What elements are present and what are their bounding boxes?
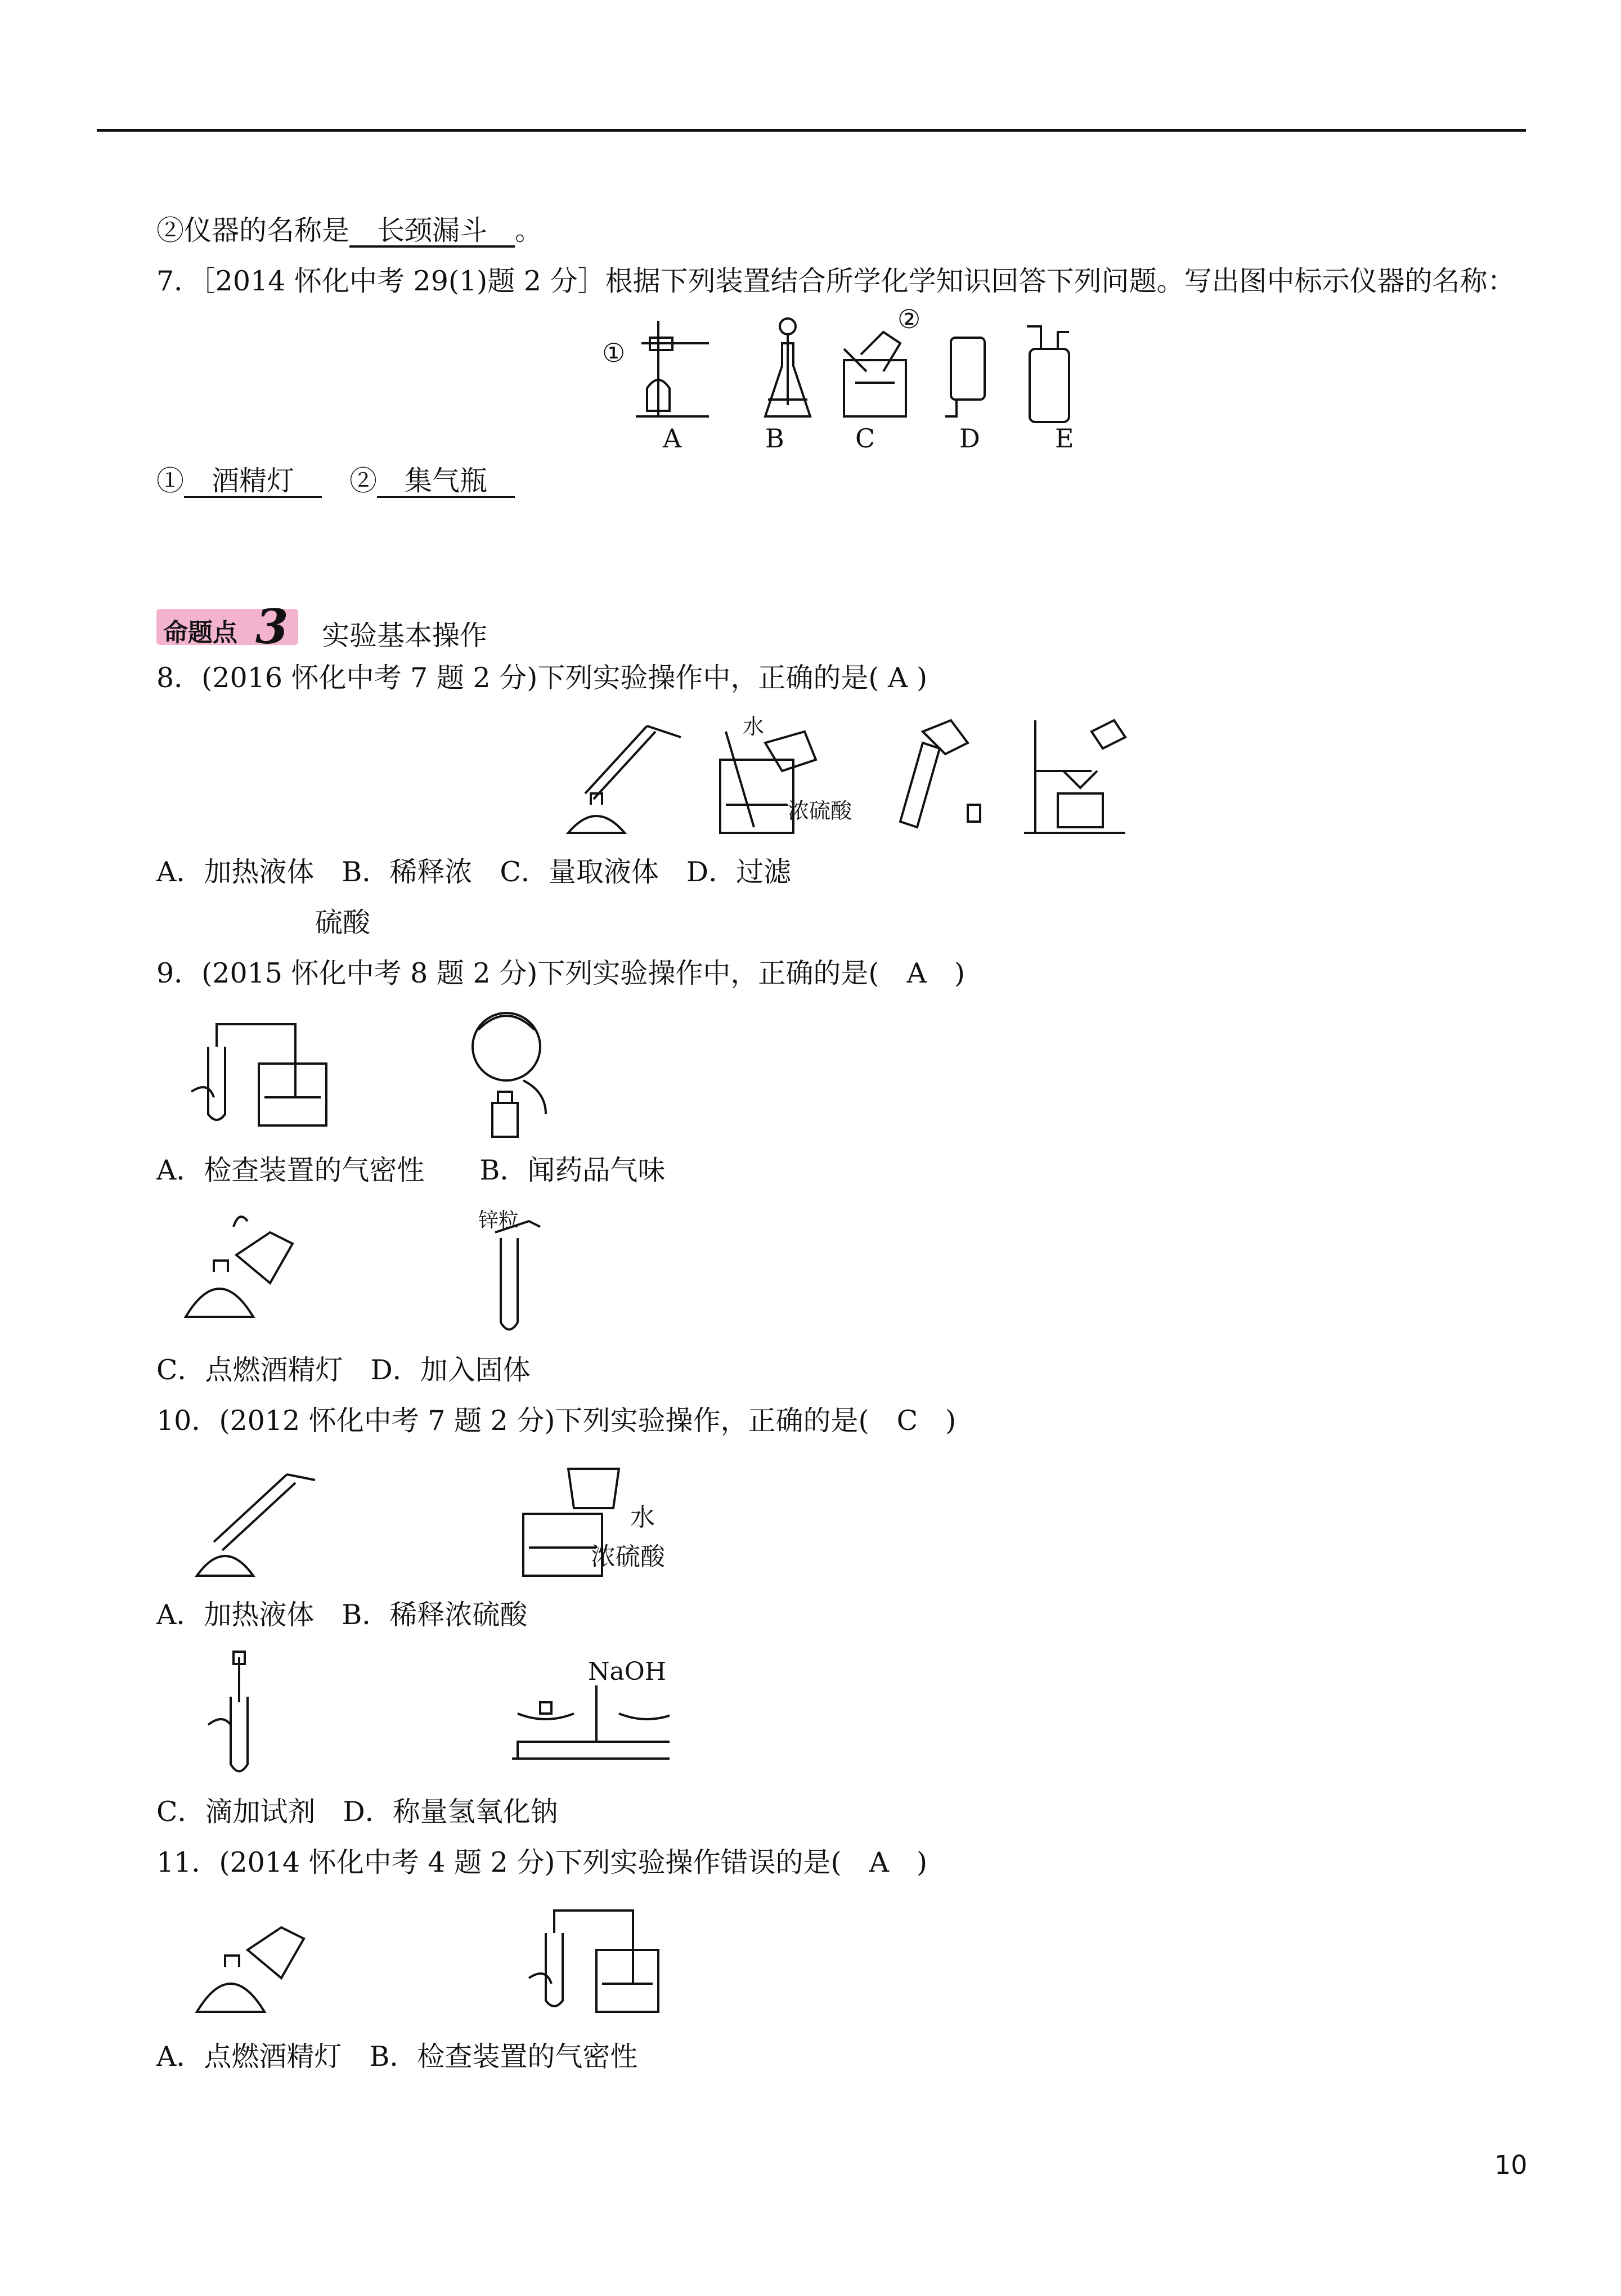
section-badge-number: 3 [255, 599, 289, 654]
question-10: 10．(2012 怀化中考 7 题 2 分)下列实验操作，正确的是( C ) [156, 1405, 957, 1437]
q10-label-acid: 浓硫酸 [591, 1542, 665, 1571]
q7-label-e: E [1055, 423, 1074, 454]
q10-options-ab: A．加热液体 B．稀释浓硫酸 [156, 1599, 528, 1631]
q9-label-zinc: 锌粒 [478, 1209, 519, 1232]
q7-label-a: A [663, 423, 682, 454]
q6-answer: 长颈漏斗 [349, 214, 515, 246]
q8-label-acid: 浓硫酸 [788, 799, 852, 823]
question-11: 11．(2014 怀化中考 4 题 2 分)下列实验操作错误的是( A ) [156, 1846, 928, 1878]
q10-figure-ab [186, 1452, 692, 1587]
question-7: 7．［2014 怀化中考 29(1)题 2 分］根据下列装置结合所学化学知识回答下列问题。写出图中标示仪器的名称： [156, 265, 1515, 297]
question-9: 9．(2015 怀化中考 8 题 2 分)下列实验操作中，正确的是( A ) [156, 957, 965, 989]
q7-answer-b-prefix: ② [322, 465, 378, 497]
q7-label-c: C [855, 423, 875, 454]
question-8: 8．(2016 怀化中考 7 题 2 分)下列实验操作中，正确的是( A ) [156, 662, 928, 694]
page-number: 10 [1494, 2150, 1528, 2180]
q10-figure-cd [203, 1646, 670, 1781]
q8-options: A．加热液体 B．稀释浓 C．量取液体 D．过滤 [156, 856, 792, 888]
q8-options-wrap: 硫酸 [315, 907, 371, 939]
q7-answer-a-prefix: ① [156, 465, 185, 497]
q10-options-cd: C．滴加试剂 D．称量氢氧化钠 [156, 1796, 558, 1828]
q7-label-b: B [765, 423, 784, 454]
q9-figure-ab [186, 1007, 602, 1142]
q10-label-water: 水 [630, 1503, 655, 1532]
q11-options-ab: A．点燃酒精灯 B．检查装置的气密性 [156, 2041, 638, 2073]
section-badge-text: 命题点 [163, 618, 237, 647]
q6-suffix: 。 [515, 214, 543, 246]
q9-ab-svg [186, 1007, 602, 1142]
q11-ab-svg [186, 1894, 670, 2029]
q9-options-cd: C．点燃酒精灯 D．加入固体 [156, 1354, 531, 1386]
q7-label-d: D [959, 423, 980, 454]
header-rule [97, 129, 1526, 132]
q7-apparatus-figure [596, 304, 1092, 456]
q9-options-ab: A．检查装置的气密性 B．闻药品气味 [156, 1154, 666, 1186]
q6-answer-line [156, 214, 542, 248]
q7-marker-1: ① [602, 338, 626, 368]
section-badge [156, 599, 298, 654]
q6-prefix: ②仪器的名称是 [156, 214, 350, 246]
q7-marker-2: ② [897, 304, 921, 334]
q11-figure-ab [186, 1894, 670, 2029]
q8-figure [551, 709, 1137, 844]
q7-answers [156, 464, 515, 498]
q10-label-naoh: NaOH [588, 1657, 667, 1686]
q7-answer-b: 集气瓶 [377, 465, 515, 497]
section-title: 实验基本操作 [322, 620, 488, 652]
q9-figure-cd [180, 1204, 563, 1339]
q7-answer-a: 酒精灯 [184, 465, 322, 497]
q8-label-water: 水 [743, 714, 765, 739]
